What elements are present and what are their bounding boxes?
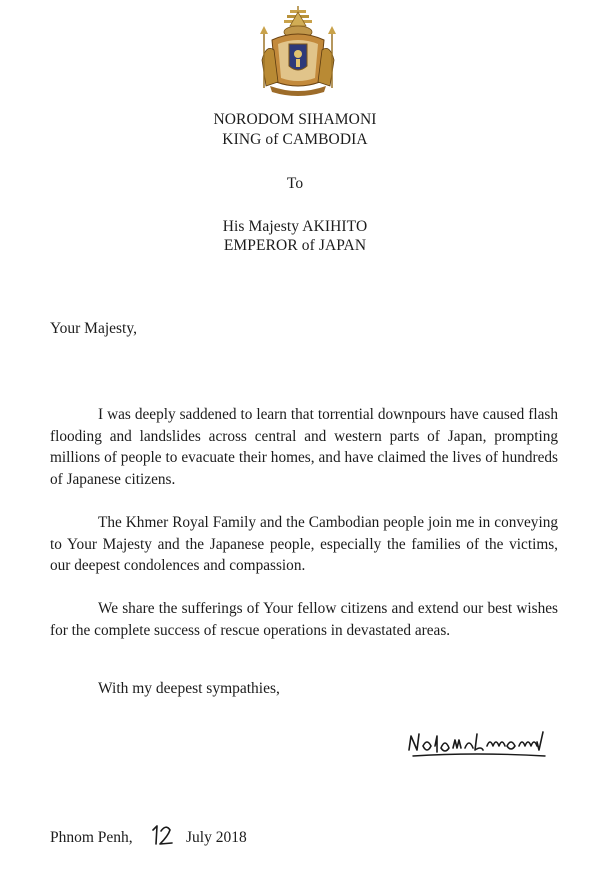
date-month-year: July 2018 xyxy=(186,829,247,846)
sender-title: KING of CAMBODIA xyxy=(222,131,368,148)
body-paragraph-2: The Khmer Royal Family and the Cambodian people join me in conveying to Your Majesty and the Japanese people, especially the families of the victims, our deepest condolences and compassion. xyxy=(50,514,558,574)
royal-arms-of-cambodia-icon xyxy=(256,4,340,96)
salutation: Your Majesty, xyxy=(50,320,137,337)
signature xyxy=(405,722,553,768)
body-paragraph-3: We share the sufferings of Your fellow citizens and extend our best wishes for the complete success of rescue operations in devastated areas. xyxy=(50,600,558,639)
body-paragraph-1: I was deeply saddened to learn that torrential downpours have caused flash flooding and landslides across central and western parts of Japan, prompting millions of people to evacuate their homes, and have claimed the lives of hundreds of Japanese citizens. xyxy=(50,406,558,488)
addressee-title: EMPEROR of JAPAN xyxy=(223,237,367,254)
date-place: Phnom Penh, xyxy=(50,829,133,846)
closing: With my deepest sympathies, xyxy=(98,680,280,697)
to-line: To xyxy=(286,175,304,192)
addressee-name: His Majesty AKIHITO xyxy=(222,218,368,235)
sender-name: NORODOM SIHAMONI xyxy=(213,111,377,128)
handwritten-day xyxy=(152,822,176,848)
